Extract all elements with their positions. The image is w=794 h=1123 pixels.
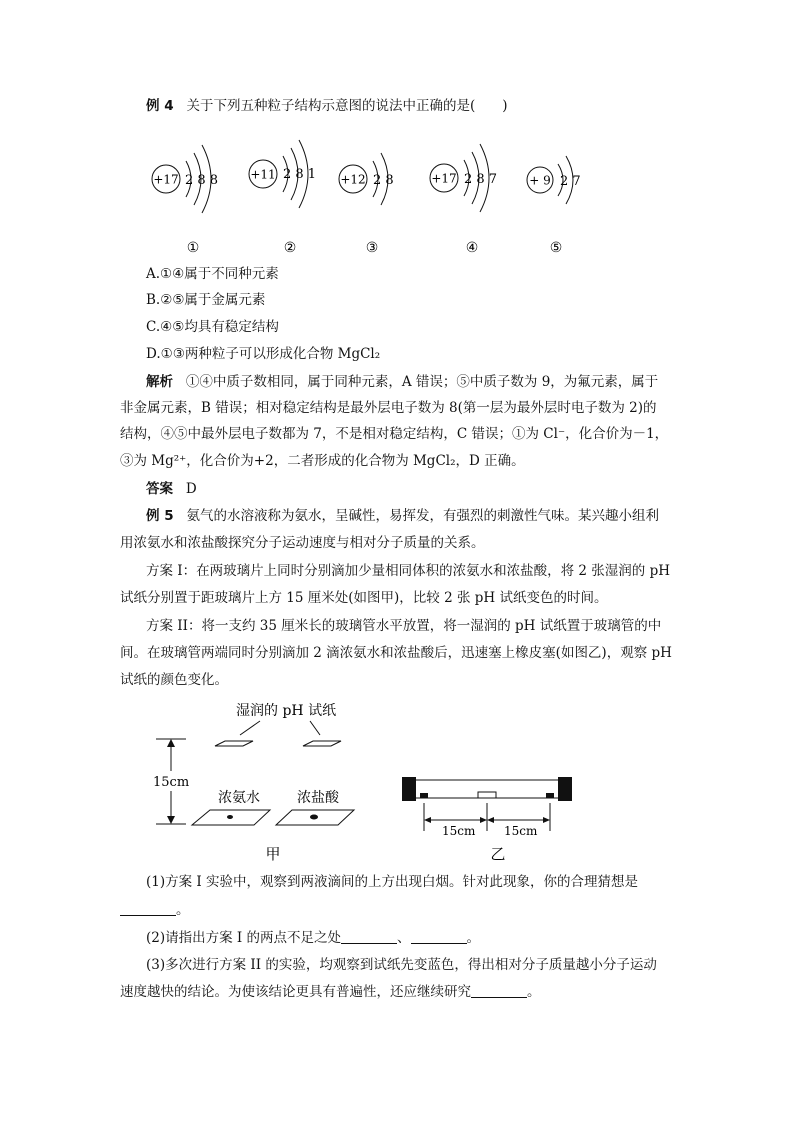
- plan-1-line-1: 方案 I：在两玻璃片上同时分别滴加少量相同体积的浓氨水和浓盐酸，将 2 张湿润的 pH: [146, 563, 671, 579]
- question-2-end: 。: [466, 930, 481, 946]
- particle-4-electrons: 2 8 7: [464, 172, 498, 187]
- question-3-text: 速度越快的结论。为使该结论更具有普遍性，还应继续研究: [120, 984, 471, 1000]
- analysis-line-1: [146, 372, 658, 392]
- particle-diagram-4: [430, 144, 497, 256]
- particle-3-electrons: 2 8: [373, 173, 394, 188]
- plan-2-line-3: 试纸的颜色变化。: [120, 672, 228, 688]
- example-5-label: 例 5: [146, 508, 174, 524]
- particle-2-nucleus: +11: [250, 167, 276, 182]
- particle-2-electrons: 2 8 1: [283, 167, 317, 182]
- question-1-line-1: (1)方案 I 实验中，观察到两液滴间的上方出现白烟。针对此现象，你的合理猜想是: [146, 874, 639, 890]
- particle-diagram-2: [249, 140, 316, 256]
- figure-a-caption: 甲: [265, 845, 281, 863]
- particle-5-nucleus: + 9: [529, 173, 551, 188]
- particle-diagram-1: [152, 145, 218, 256]
- analysis-line-4: ③为 Mg²⁺，化合价为+2，二者形成的化合物为 MgCl₂，D 正确。: [120, 453, 525, 469]
- example-5-intro-text: 氨气的水溶液称为氨水，呈碱性，易挥发，有强烈的刺激性气味。某兴趣小组利: [186, 508, 659, 524]
- option-d: D.①③两种粒子可以形成化合物 MgCl₂: [146, 346, 381, 362]
- plan-2-line-1: 方案 II：将一支约 35 厘米长的玻璃管水平放置，将一湿润的 pH 试纸置于玻璃管的中: [146, 618, 662, 634]
- rubber-stopper-right: [558, 777, 572, 801]
- analysis-text-1: ①④中质子数相同，属于同种元素，A 错误；⑤中质子数为 9，为氟元素，属于: [185, 374, 659, 390]
- figure-b-caption: 乙: [490, 845, 506, 863]
- ph-paper-label: 湿润的 pH 试纸: [236, 703, 337, 719]
- rubber-stopper-left: [402, 777, 416, 801]
- analysis-line-2: 非金属元素，B 错误；相对稳定结构是最外层电子数为 8(第一层为最外层时电子数为 2)的: [120, 400, 657, 416]
- question-2-blank-2[interactable]: [411, 929, 467, 944]
- answer-label: 答案: [146, 481, 173, 497]
- figure-b: [398, 765, 583, 865]
- question-1-end: 。: [176, 902, 190, 918]
- answer-value: D: [185, 481, 197, 497]
- particle-3-nucleus: +12: [340, 172, 366, 187]
- particle-2-number: ②: [283, 240, 297, 256]
- example-5-intro-1: [146, 506, 659, 526]
- distance-label-right: 15cm: [504, 824, 538, 838]
- height-label: 15cm: [153, 775, 190, 790]
- particle-structure-diagrams: [140, 128, 600, 256]
- ph-paper-left: [215, 741, 253, 746]
- example-4-label: 例 4: [146, 98, 174, 114]
- ph-paper-right: [303, 741, 341, 746]
- question-3-line-1: (3)多次进行方案 II 的实验，均观察到试纸先变蓝色，得出相对分子质量越小分子运动: [146, 957, 657, 973]
- option-b: B.②⑤属于金属元素: [146, 292, 266, 308]
- particle-1-electrons: 2 8 8: [185, 173, 219, 188]
- question-2: [146, 928, 480, 948]
- particle-diagram-5: [527, 156, 581, 256]
- particle-4-number: ④: [465, 240, 479, 256]
- plan-2-line-2: 间。在玻璃管两端同时分别滴加 2 滴浓氨水和浓盐酸后，迅速塞上橡皮塞(如图乙)，观察 pH: [120, 645, 672, 661]
- example-4-question: [146, 96, 508, 116]
- question-3-blank[interactable]: [471, 983, 527, 998]
- option-a: A.①④属于不同种元素: [146, 266, 279, 282]
- analysis-line-3: 结构，④⑤中最外层电子数都为 7，不是相对稳定结构，C 错误；①为 Cl⁻，化合价为－1，: [120, 426, 669, 442]
- question-3-end: 。: [527, 984, 541, 1000]
- ph-paper-tube: [478, 792, 496, 798]
- answer-line: [146, 479, 197, 499]
- plan-1-line-2: 试纸分别置于距玻璃片上方 15 厘米处(如图甲)，比较 2 张 pH 试纸变色的时间。: [120, 590, 608, 606]
- particle-3-number: ③: [365, 240, 379, 256]
- distance-label-left: 15cm: [442, 824, 476, 838]
- example-5-intro-2: 用浓氨水和浓盐酸探究分子运动速度与相对分子质量的关系。: [120, 535, 485, 551]
- question-2-text: (2)请指出方案 I 的两点不足之处: [146, 930, 342, 946]
- particle-1-nucleus: +17: [153, 172, 179, 187]
- analysis-label: 解析: [146, 374, 173, 390]
- option-c: C.④⑤均具有稳定结构: [146, 319, 279, 335]
- question-3-line-2: [120, 982, 541, 1002]
- particle-4-nucleus: +17: [431, 171, 457, 186]
- question-2-separator: 、: [397, 930, 411, 946]
- example-4-question-text: 关于下列五种粒子结构示意图的说法中正确的是( ): [186, 98, 508, 114]
- question-1-answer-blank[interactable]: [120, 901, 176, 916]
- question-1-line-2: [120, 900, 190, 920]
- ammonia-label: 浓氨水: [218, 790, 260, 806]
- particle-5-number: ⑤: [549, 240, 563, 256]
- hcl-label: 浓盐酸: [297, 790, 339, 806]
- question-2-blank-1[interactable]: [341, 929, 397, 944]
- particle-diagram-3: [339, 153, 394, 256]
- particle-5-electrons: 2 7: [560, 174, 581, 189]
- figure-a: [140, 695, 390, 865]
- particle-1-number: ①: [186, 240, 200, 256]
